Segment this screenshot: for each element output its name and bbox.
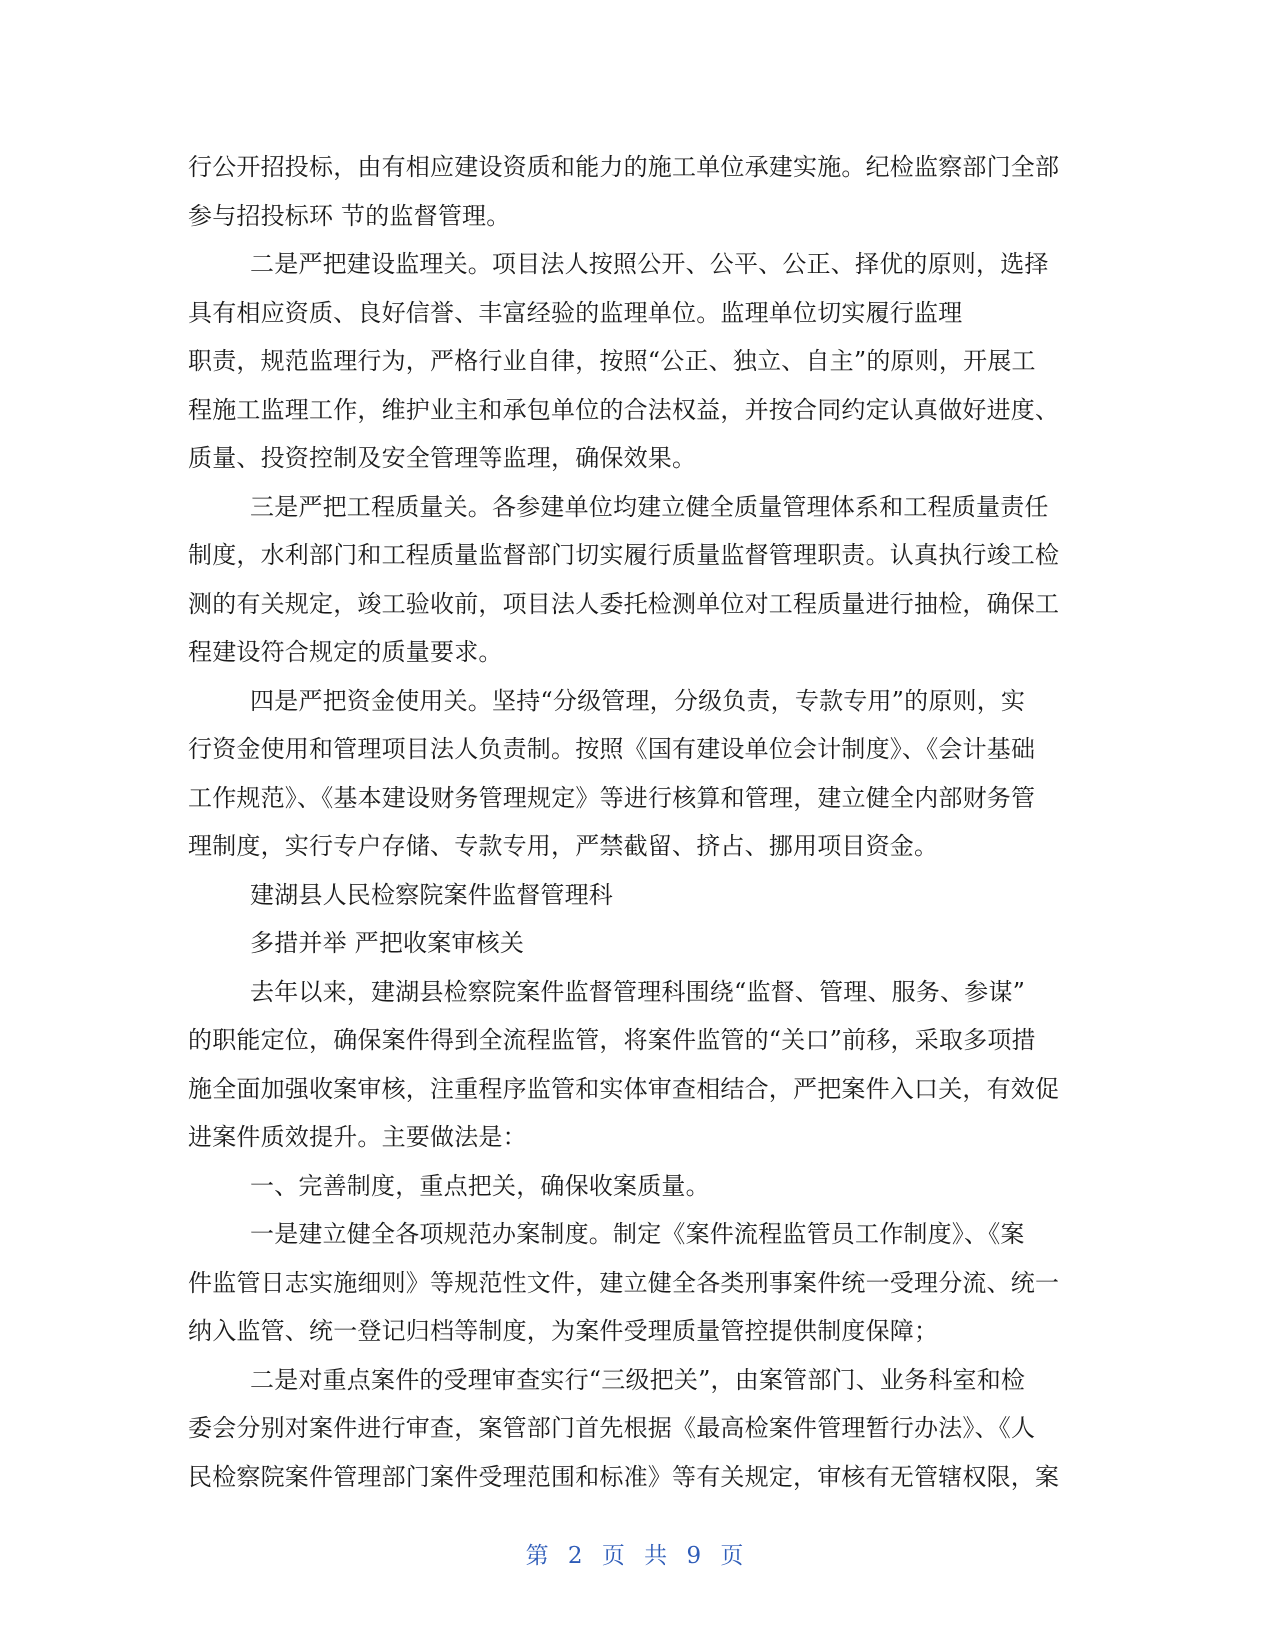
text-line: 进案件质效提升。主要做法是： xyxy=(188,1123,527,1151)
text-line: 制度，水利部门和工程质量监督部门切实履行质量监督管理职责。认真执行竣工检 xyxy=(188,541,1060,569)
text-line: 具有相应资质、良好信誉、丰富经验的监理单位。监理单位切实履行监理 xyxy=(188,298,963,327)
body-text xyxy=(188,143,1090,1501)
section-heading: 建湖县人民检察院案件监督管理科 xyxy=(250,880,613,909)
text-line: 一、完善制度，重点把关，确保收案质量。 xyxy=(250,1171,710,1200)
text-line: 参与招投标环 节的监督管理。 xyxy=(188,201,511,230)
text-line: 职责，规范监理行为，严格行业自律，按照“公正、独立、自主”的原则，开展工 xyxy=(188,347,1036,375)
text-line: 程建设符合规定的质量要求。 xyxy=(188,638,503,666)
text-line: 行公开招投标，由有相应建设资质和能力的施工单位承建实施。纪检监察部门全部 xyxy=(188,153,1060,181)
text-line: 二是严把建设监理关。项目法人按照公开、公平、公正、择优的原则，选择 xyxy=(250,250,1049,278)
text-line: 的职能定位，确保案件得到全流程监管，将案件监管的“关口”前移，采取多项措 xyxy=(188,1026,1036,1054)
text-line: 测的有关规定，竣工验收前，项目法人委托检测单位对工程质量进行抽检，确保工 xyxy=(188,589,1060,618)
text-line: 民检察院案件管理部门案件受理范围和标准》等有关规定，审核有无管辖权限，案 xyxy=(188,1462,1060,1491)
text-line: 行资金使用和管理项目法人负责制。按照《国有建设单位会计制度》、《会计基础 xyxy=(188,735,1036,763)
page-number-footer: 第 2 页 共 9 页 xyxy=(525,1543,750,1569)
text-line: 施全面加强收案审核，注重程序监管和实体审查相结合，严把案件入口关，有效促 xyxy=(188,1074,1060,1103)
section-subheading: 多措并举 严把收案审核关 xyxy=(250,929,525,957)
text-line: 程施工监理工作，维护业主和承包单位的合法权益，并按合同约定认真做好进度、 xyxy=(188,395,1060,424)
text-line: 纳入监管、统一登记归档等制度，为案件受理质量管控提供制度保障； xyxy=(188,1317,939,1345)
text-line: 四是严把资金使用关。坚持“分级管理，分级负责，专款专用”的原则，实 xyxy=(250,686,1026,715)
text-line: 质量、投资控制及安全管理等监理，确保效果。 xyxy=(188,444,697,472)
text-line: 一是建立健全各项规范办案制度。制定《案件流程监管员工作制度》、《案 xyxy=(250,1220,1025,1248)
text-line: 件监管日志实施细则》等规范性文件，建立健全各类刑事案件统一受理分流、统一 xyxy=(188,1268,1060,1297)
text-line: 三是严把工程质量关。各参建单位均建立健全质量管理体系和工程质量责任 xyxy=(250,492,1049,521)
text-line: 工作规范》、《基本建设财务管理规定》等进行核算和管理，建立健全内部财务管 xyxy=(188,783,1036,812)
text-line: 理制度，实行专户存储、专款专用，严禁截留、挤占、挪用项目资金。 xyxy=(188,832,939,860)
text-line: 二是对重点案件的受理审查实行“三级把关”，由案管部门、业务科室和检 xyxy=(250,1365,1026,1394)
text-line: 委会分别对案件进行审查，案管部门首先根据《最高检案件管理暂行办法》、《人 xyxy=(188,1414,1036,1442)
text-line: 去年以来，建湖县检察院案件监督管理科围绕“监督、管理、服务、参谋” xyxy=(250,977,1026,1006)
